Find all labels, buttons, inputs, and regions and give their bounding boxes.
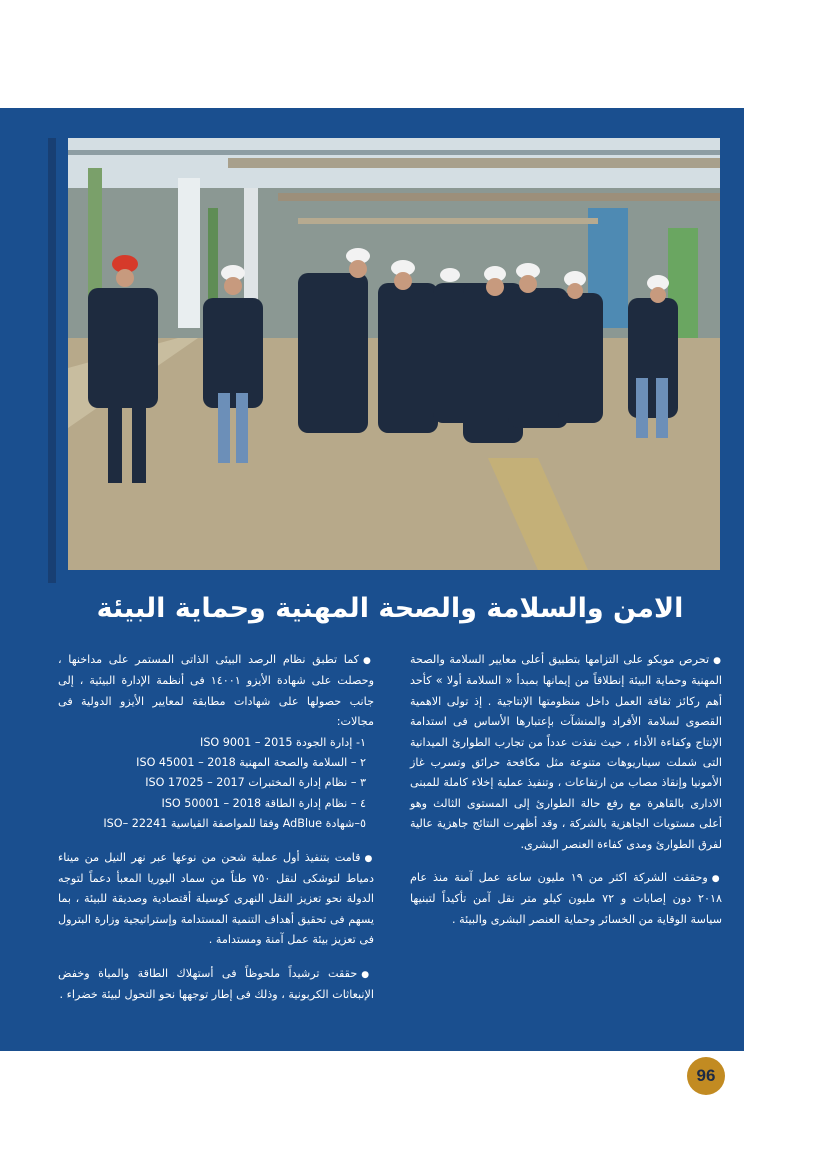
page-number-badge: 96 — [687, 1057, 725, 1095]
site-visit-photo — [68, 138, 720, 570]
paragraph-text: حققت ترشيداً ملحوظاً فى أستهلاك الطاقة والمياة وخفض الإنبعاثات الكربونية ، وذلك فى إطار توجهها نحو التحول لبيئة خضراء . — [58, 966, 374, 1002]
paragraph-safety-commitment — [410, 650, 722, 855]
bullet-icon: ● — [363, 656, 374, 666]
iso-certification-list — [58, 733, 374, 835]
paragraph-energy-savings — [58, 964, 374, 1006]
bullet-icon: ● — [711, 874, 723, 885]
paragraph-nile-shipment — [58, 848, 374, 951]
paragraph-environmental-monitoring — [58, 650, 374, 733]
list-item: ١- إدارة الجودة ISO 9001 – 2015 — [200, 735, 366, 749]
right-text-column — [410, 650, 722, 943]
list-item: ٥–شهادة AdBlue وفقا للمواصفة القياسية ISO– 22241 — [103, 817, 366, 831]
photo-accent-bar — [48, 138, 56, 583]
bullet-icon: ● — [364, 853, 374, 864]
page-title: الامن والسلامة والصحة المهنية وحماية البيئة — [96, 593, 684, 624]
bullet-icon: ● — [361, 969, 374, 980]
paragraph-text: وحققت الشركة اكثر من ١٩ مليون ساعة عمل آمنة منذ عام ٢٠١٨ دون إصابات و ٧٢ مليون كيلو متر نقل آمن تأكيداً لتبنيها سياسة الوقاية من الخسائر وحماية العنصر البشرى والبيئة . — [410, 871, 722, 926]
list-item: ٤ – نظام إدارة الطاقة ISO 50001 – 2018 — [161, 796, 366, 810]
list-item: ٣ – نظام إدارة المختبرات ISO 17025 – 2017 — [145, 776, 366, 790]
paragraph-text: تحرص موبكو على التزامها بتطبيق أعلى معايير السلامة والصحة المهنية وحماية البيئة إنطلاقاً من إيمانها بمبدأ « السلامة أولا » كأحد أهم ركائز ثقافة العمل داخل منظومتها الإنتاجية . إذ تولى الاهمية القصوى لسلامة الأفراد والمنشآت بإعتبارها الأساس فى استدامة الإنتاج وكفاءة الأداء ، حيث نفذت عدداً من تجارب الطوارئ الميدانية التى شملت سيناريوهات متنوعة مثل مكافحة حرائق وتسرب غاز الأمونيا وإنقاذ مصاب من ارتفاعات ، وتنفيذ عملية إخلاء كاملة للمبنى الادارى بالقاهرة مع رفع حالة الطوارئ إلى المستوى الثالث وهو أعلى مستويات الجاهزية بالشركة ، وقد أظهرت النتائج جاهزية عالية لفرق الطوارئ ومدى كفاءة العنصر البشرى. — [410, 653, 722, 851]
list-item: ٢ – السلامة والصحة المهنية ISO 45001 – 2018 — [136, 756, 366, 770]
left-text-column — [58, 650, 374, 1019]
paragraph-safe-hours — [410, 868, 722, 930]
paragraph-text: كما تطبق نظام الرصد البيئى الذاتى المستمر على مداخنها ، وحصلت على شهادة الأيزو ١٤٠٠١ فى أنظمة الإدارة البيئية ، إلى جانب حصولها على شهادات مطابقة لمعايير الأيزو الدولية فى مجالات: — [58, 653, 374, 729]
bullet-icon: ● — [713, 656, 722, 666]
paragraph-text: قامت بتنفيذ أول عملية شحن من نوعها عبر نهر النيل من ميناء دمياط لتوشكى لنقل ٧٥٠ طناً من سماد اليوريا المعبأ دعماً لتوجه الدولة نحو تعزيز النقل النهرى كوسيلة أقتصادية وصديقة للبيئة ، بما يسهم فى تحقيق أهداف التنمية المستدامة وإستراتيجية وزارة البترول فى تعزيز بيئة عمل آمنة ومستدامة . — [58, 850, 374, 947]
